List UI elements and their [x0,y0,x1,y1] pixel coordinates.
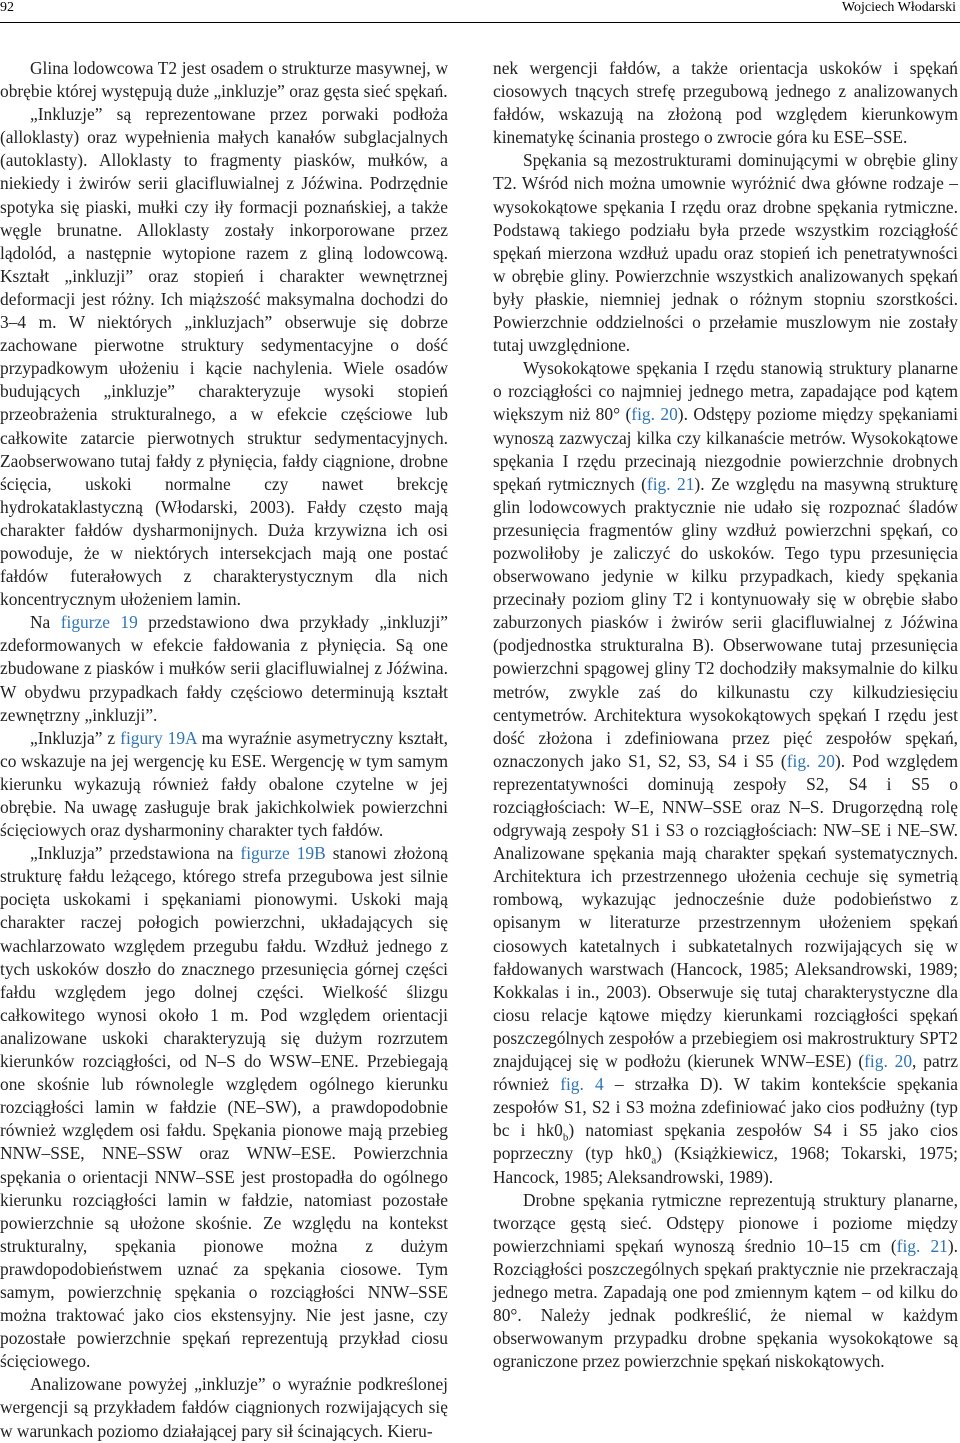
figure-link-20[interactable]: fig. 20 [786,750,835,771]
paragraph: „Inkluzja” z figury 19A ma wyraźnie asymetryczny kształt, co wskazuje na jej wergencję ku ESE. Wergencję w tym samym kierunku wykazują również fałdy obalone czytelne w jej obrębie. Na uwagę zasługuje brak jakichkolwiek powierzchni ścięciowych oraz dysharmoniny charakter tych fałdów. [0,727,448,841]
figure-link-19b[interactable]: figurze 19B [240,843,326,864]
paragraph: Analizowane powyżej „inkluzje” o wyraźnie podkreślonej wergencji są przykładem fałdów ciągnionych rozwijających się w warunkach poziomo działającej pary sił ścinających. Kieru- [0,1374,448,1441]
right-column [493,57,958,1382]
figure-link-20[interactable]: fig. 20 [631,404,678,425]
paragraph: Glina lodowcowa T2 jest osadem o strukturze masywnej, w obrębie której występują duże „inkluzje” oraz gęsta sieć spękań. [0,58,448,102]
paragraph: Na figurze 19 przedstawiono dwa przykłady „inkluzji” zdeformowanych w efekcie fałdowania z płynięcia. Są one zbudowane z piasków i mułków serii glacifluwialnej z Jóźwina. W obydwu przypadkach fałdy częściowo determinują kształt zewnętrzny „inkluzji”. [0,612,448,725]
page-number: 92 [0,0,14,15]
paragraph: „Inkluzje” są reprezentowane przez porwaki podłoża (alloklasty) oraz wypełnienia małych kanałów subglacjalnych (autoklasty). Alloklasty to fragmenty piasków, mułków, a niekiedy i żwirów serii glacifluwialnej z Jóźwina. Podrzędnie spotyka się piaski, mułki czy iły formacji poznańskiej, a także węgle brunatne. Alloklasty zostały inkorporowane przez lądolód, a następnie wytopione razem z gliną lodowcową. Kształt „inkluzji” oraz stopień i charakter wewnętrznej deformacji jest różny. Ich miąższość maksymalna dochodzi do 3–4 m. W niektórych „inkluzjach” obserwuje się dobrze zachowane pierwotne struktury sedymentacyjne o dość przypadkowym ułożeniu i kącie nachylenia. Wiele osadów budujących „inkluzje” charakteryzuje wysoki stopień przeobrażenia strukturalnego, a w efekcie częściowe lub całkowite zatarcie pierwotnych struktur sedymentacyjnych. Zaobserwowano tutaj fałdy z płynięcia, fałdy ciągnione, drobne ścięcia, uskoki normalne czy nawet brekcję hydrokataklastyczną (Włodarski, 2003). Fałdy często mają charakter fałdów dysharmonijnych. Duża krzywizna ich osi powoduje, że w niektórych intersekcjach mają one postać fałdów futerałowych z charakterystycznym dla nich koncentrycznym ułożeniem lamin. [0,104,448,610]
paragraph: nek wergencji fałdów, a także orientacja uskoków i spękań ciosowych tnących strefę przegubową jednego z analizowanych fałdów, wskazują na złożoną pod względem kierunkowym kinematykę ścinania prostego o zwrocie góra ku ESE–SSE. [493,58,958,148]
paragraph: „Inkluzja” przedstawiona na figurze 19B stanowi złożoną strukturę fałdu leżącego, którego strefa przegubowa jest silnie pocięta uskokami i spękaniami pionowymi. Uskoki mają charakter raczej połogich powierzchni, układających się wachlarzowato względem przegubu fałdu. Wzdłuż jednego z tych uskoków doszło do znacznego przesunięcia górnej części fałdu względem jego dolnej części. Wielkość ślizgu całkowitego wynosi około 1 m. Pod względem orientacji analizowane uskoki charakteryzują się dużym rozrzutem kierunków rozciągłości, od N–S do WSW–ENE. Przebiegają one skośnie lub równolegle względem ogólnego kierunku rozciągłości lamin w fałdzie (NE–SW), a prawdopodobnie również względem osi fałdu. Spękania pionowe mają przebieg NNW–SSE, NNE–SSW oraz WNW–ESE. Powierzchnia spękania o orientacji NNW–SSE jest prostopadła do ogólnego kierunku rozciągłości lamin w fałdzie, natomiast pozostałe powierzchnie są ułożone skośnie. Ze względu na kontekst strukturalny, spękania pionowe można z dużym prawdopodobieństwem uznać za spękania ciosowe. Tym samym, powierzchnię spękania o rozciągłości NNW–SSE można traktować jako cios ekstensyjny. Nie jest jasne, czy pozostałe powierzchnie spękań reprezentują przykład ciosu ścięciowego. [0,843,448,1372]
figure-link-20[interactable]: fig. 20 [864,1051,913,1072]
paragraph: Spękania są mezostrukturami dominującymi w obrębie gliny T2. Wśród nich można umownie wyróżnić dwa główne rodzaje – wysokokątowe spękania I rzędu oraz drobne spękania rytmiczne. Podstawą takiego podziału była przede wszystkim rozciągłość spękań mierzona wzdłuż upadu oraz stopień ich penetratywności w obrębie gliny. Powierzchnie wszystkich analizowanych spękań były płaskie, niemniej jednak o różnym stopniu szorstkości. Powierzchnie oddzielności o przełamie muszlowym nie zostały tutaj uwzględnione. [493,150,958,356]
figure-link-19[interactable]: figurze 19 [60,612,138,633]
header-rule [0,22,960,23]
page-header [0,0,960,26]
figure-link-21[interactable]: fig. 21 [646,473,695,494]
left-column [0,57,448,1441]
figure-link-4[interactable]: fig. 4 [560,1074,604,1095]
subscript: a [651,1154,657,1167]
figure-link-19a[interactable]: figury 19A [120,727,197,748]
figure-link-21[interactable]: fig. 21 [896,1235,948,1256]
paragraph: Drobne spękania rytmiczne reprezentują struktury planarne, tworzące gęstą sieć. Odstępy pionowe i poziome między powierzchniami spękań wynoszą średnio 10–15 cm (fig. 21). Rozciągłości poszczególnych spękań praktycznie nie przekraczają jednego metra. Zapadają one pod zmiennym kątem – od kilku do 80°. Należy jednak podkreślić, że niemal w każdym obserwowanym przypadku drobne spękania wysokokątowe są ograniczone przez powierzchnie spękań niskokątowych. [493,1189,959,1372]
running-head-author: Wojciech Włodarski [841,0,956,15]
paragraph: Wysokokątowe spękania I rzędu stanowią struktury planarne o rozciągłości co najmniej jednego metra, zapadające pod kątem większym niż 80° (fig. 20). Odstępy poziome między spękaniami wynoszą zazwyczaj kilka czy kilkanaście metrów. Wysokokątowe spękania I rzędu przecinają niezgodnie powierzchnie drobnych spękań rytmicznych (fig. 21). Ze względu na masywną strukturę glin lodowcowych praktycznie nie udało się rozpoznać śladów przesunięcia fragmentów gliny wzdłuż powierzchni spękań, co pozwoliłoby je zaliczyć do uskoków. Tego typu przesunięcia obserwowano jedynie w kilku przypadkach, kiedy spękania przecinały poziom gliny T2 i kontynuowały się w obrębie słabo zaburzonych piasków i żwirów serii glacifluwialnej z Jóźwina (podjednostka strukturalna B). Obserwowane tutaj przesunięcia powierzchni spągowej gliny T2 dochodziły maksymalnie do kilku metrów, zwykle zaś do kilkunastu czy kilkudziesięciu centymetrów. Architektura wysokokątowych spękań I rzędu jest dość złożona i zdefiniowana przez pięć zespołów spękań, oznaczonych jako S1, S2, S3, S4 i S5 (fig. 20). Pod względem reprezentatywności dominują zespoły S2, S4 i S5 o rozciągłościach: W–E, NNW–SSE oraz N–S. Drugorzędną rolę odgrywają zespoły S1 i S3 o rozciągłościach: NW–SE i NE–SW. Analizowane spękania mają charakter spękań systematycznych. Architektura ich przestrzennego ułożenia cechuje się symetrią rombową, wykazując jednocześnie duże podobieństwo z opisanym w literaturze przestrzennym ułożeniem spękań ciosowych katetalnych i subkatetalnych rozwijających się w fałdowanych warstwach (Hancock, 1985; Aleksandrowski, 1989; Kokkalas i in., 2003). Obserwuje się tutaj charakterystyczne dla ciosu relacje kątowe między kierunkami rozciągłości spękań poszczególnych zespołów a przebiegiem osi makrostruktury SPT2 znajdującej się w podłożu (kierunek WNW–ESE) (fig. 20, patrz również fig. 4 – strzałka D). W takim kontekście spękania zespołów S1, S2 i S3 można zdefiniować jako cios podłużny (typ bc i $hk0_b$) natomiast spękania zespołów S4 i S5 jako cios poprzeczny (typ $hk0_a$) (Książkiewicz, 1968; Tokarski, 1975; Hancock, 1985; Aleksandrowski, 1989). [493,358,959,1187]
subscript: b [562,1131,569,1144]
